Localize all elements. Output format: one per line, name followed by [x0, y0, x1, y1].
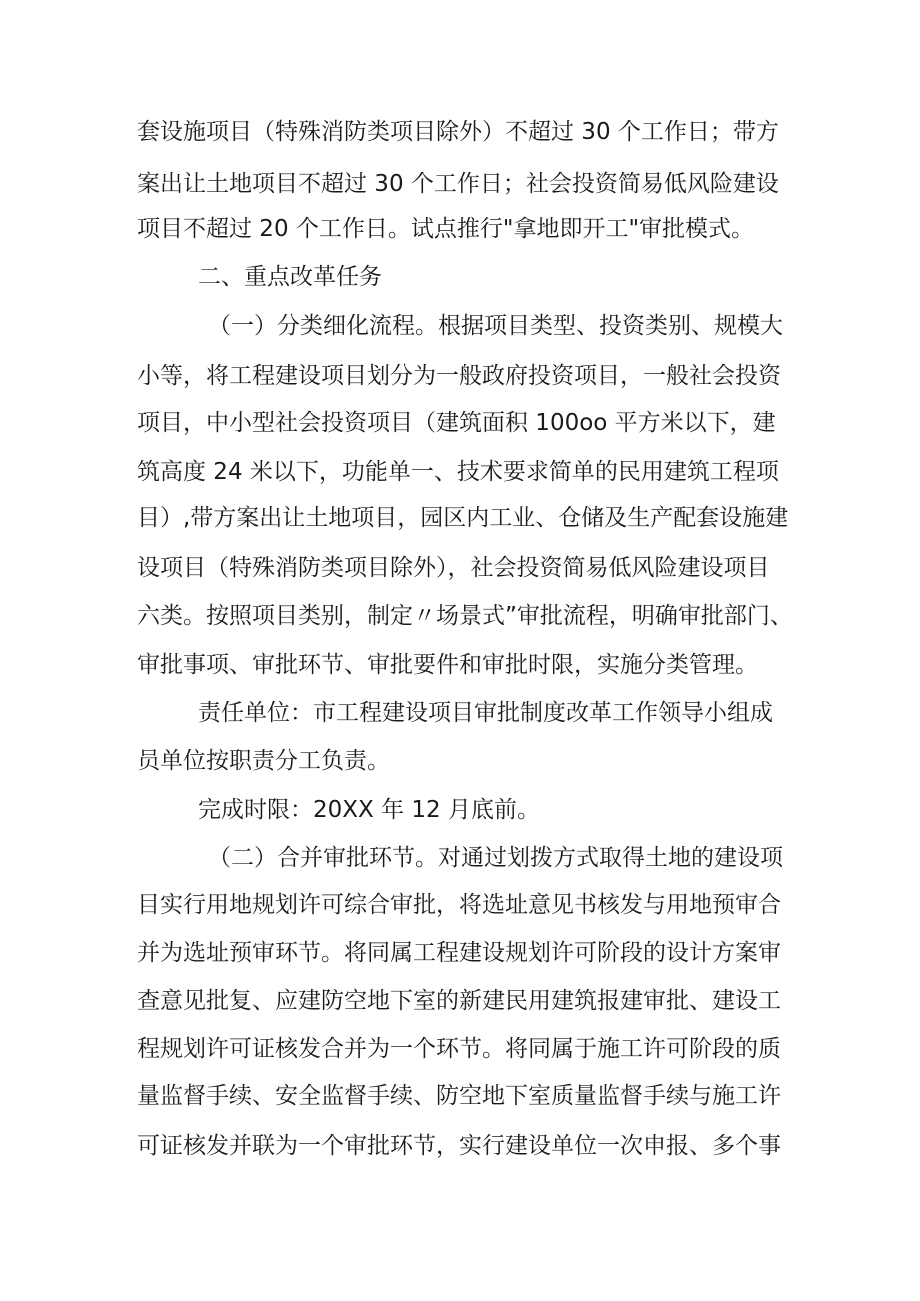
text-line: 小等，将工程建设项目划分为一般政府投资项目，一般社会投资 — [137, 363, 781, 389]
text-line: 可证核发并联为一个审批环节，实行建设单位一次申报、多个事 — [137, 1133, 781, 1159]
text-line: 并为选址预审环节。将同属工程建设规划许可阶段的设计方案审 — [137, 940, 781, 966]
text-line: （二）合并审批环节。对通过划拨方式取得土地的建设项 — [208, 845, 783, 871]
text-line: 目实行用地规划许可综合审批，将选址意见书核发与用地预审合 — [137, 892, 781, 918]
text-line: 查意见批复、应建防空地下室的新建民用建筑报建审批、建设工 — [137, 988, 781, 1014]
text-line: 员单位按职责分工负责。 — [137, 748, 390, 774]
text-line: 目）,带方案出让土地项目，园区内工业、仓储及生产配套设施建 — [137, 505, 789, 531]
text-line: 量监督手续、安全监督手续、防空地下室质量监督手续与施工许 — [137, 1083, 781, 1109]
text-line: 案出让土地项目不超过 30 个工作日；社会投资简易低风险建设 — [137, 171, 779, 197]
section-heading: 二、重点改革任务 — [198, 264, 382, 290]
text-line: （一）分类细化流程。根据项目类型、投资类别、规模大 — [208, 313, 783, 339]
text-line: 项目不超过 20 个工作日。试点推行"拿地即开工"审批模式。 — [137, 216, 755, 242]
text-line: 六类。按照项目类别，制定〃场景式”审批流程，明确审批部门、 — [137, 603, 793, 629]
deadline-line: 完成时限：20XX 年 12 月底前。 — [198, 797, 540, 823]
text-line: 筑高度 24 米以下，功能单一、技术要求简单的民用建筑工程项 — [137, 459, 779, 485]
responsible-unit-line: 责任单位：市工程建设项目审批制度改革工作领导小组成 — [198, 700, 773, 726]
text-line: 套设施项目（特殊消防类项目除外）不超过 30 个工作日；带方 — [137, 119, 779, 145]
text-line: 审批事项、审批环节、审批要件和审批时限，实施分类管理。 — [137, 652, 758, 678]
text-line: 设项目（特殊消防类项目除外），社会投资简易低风险建设项目 — [137, 555, 770, 581]
text-line: 程规划许可证核发合并为一个环节。将同属于施工许可阶段的质 — [137, 1036, 781, 1062]
text-line: 项目，中小型社会投资项目（建筑面积 100oo 平方米以下，建 — [137, 410, 776, 436]
